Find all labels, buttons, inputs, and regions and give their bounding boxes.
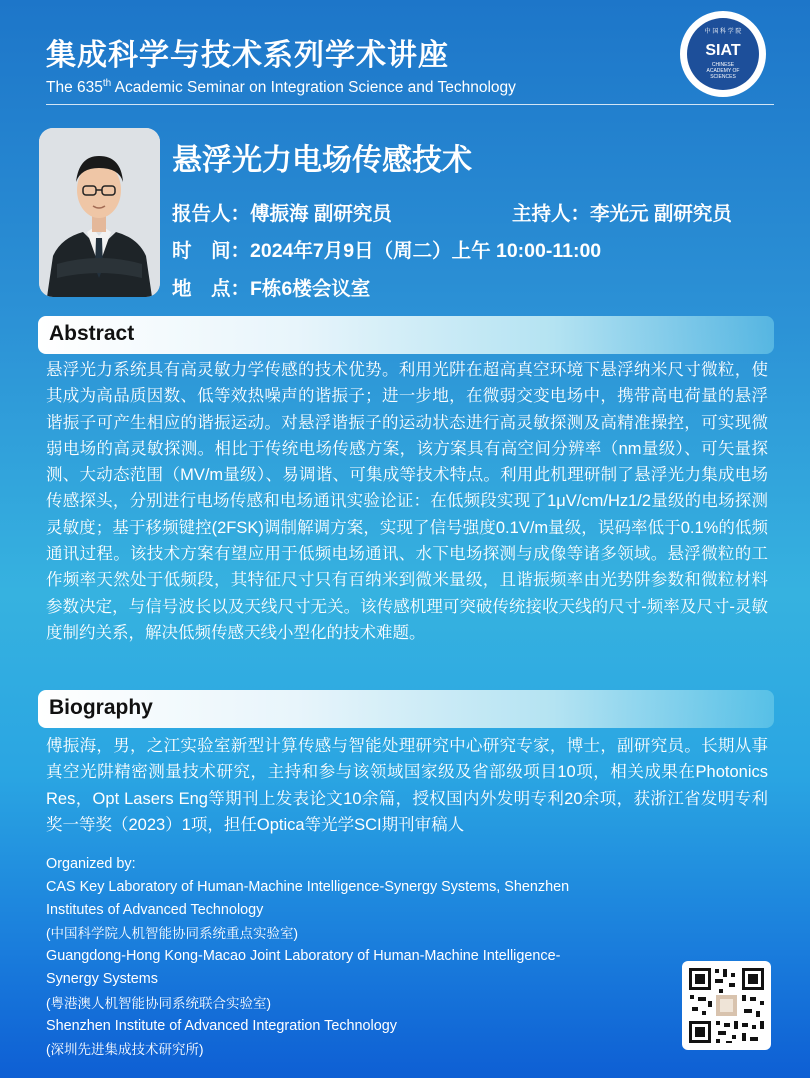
organizers-block <box>46 853 656 1061</box>
time-info: 时 间：2024年7月9日（周二）上午 10:00-11:00 <box>172 240 602 262</box>
organizers-label: Organized by: <box>46 856 136 872</box>
organizer-line: CAS Key Laboratory of Human-Machine Intelligence-Synergy Systems, Shenzhen <box>46 879 570 896</box>
qr-code-drawing <box>682 961 771 1050</box>
siat-logo-icon <box>680 11 766 97</box>
speaker-photo-drawing <box>39 128 160 297</box>
abstract-heading: Abstract <box>49 322 135 345</box>
abstract-text: 悬浮光力系统具有高灵敏力学传感的技术优势。利用光阱在超高真空环境下悬浮纳米尺寸微粒，使其成为高品质因数、低等效热噪声的谐振子；进一步地，在微弱交变电场中，携带高电荷量的悬浮谐振子可产生相应的谐振运动。对悬浮谐振子的运动状态进行高灵敏探测及高精准操控，可实现微弱电场的高灵敏探测。相比于传统电场传感方案，该方案具有高空间分辨率（nm量级）、可矢量探测、大动态范围（MV/m量级）、易调谐、可集成等技术特点。利用此机理研制了悬浮光力集成电场传感探头，分别进行电场传感和电场通讯实验论证：在低频段实现了1μV/cm/Hz1/2量级的电场探测灵敏度；基于移频键控(2FSK)调制解调方案，实现了信号强度0.1V/m量级，误码率低于0.1%的低频通讯过程。该技术方案有望应用于低频电场通讯、水下电场探测与成像等诸多领域。悬浮微粒的工作频率天然处于低频段，其特征尺寸只有百纳米到微米量级，且谐振频率由光势阱参数和微粒材料参数决定，与信号波长以及天线尺寸无关。该传感机理可突破传统接收天线的尺寸-频率及尺寸-灵敏度制约关系，解决低频传感天线小型化的技术难题。 <box>46 361 768 642</box>
speaker-info: 报告人：傅振海 副研究员 <box>172 203 392 225</box>
speaker-photo <box>39 128 160 297</box>
organizer-line: Institutes of Advanced Technology <box>46 902 264 919</box>
seminar-subtitle <box>46 78 516 97</box>
abstract-heading-bar <box>38 316 774 354</box>
header-divider <box>46 104 774 105</box>
seminar-series-title: 集成科学与技术系列学术讲座 <box>46 39 449 72</box>
organizer-line: (深圳先进集成技术研究所) <box>46 1041 204 1057</box>
logo-mark: SIAT <box>705 42 741 59</box>
qr-code-icon <box>682 961 771 1050</box>
logo-small-text <box>687 62 759 80</box>
place-info: 地 点：F栋6楼会议室 <box>172 278 371 300</box>
subtitle-sup: th <box>102 78 112 89</box>
organizer-line: Shenzhen Institute of Advanced Integration Technology <box>46 1017 397 1034</box>
biography-heading: Biography <box>49 696 153 719</box>
biography-heading-bar <box>38 690 774 728</box>
talk-title: 悬浮光力电场传感技术 <box>172 144 472 177</box>
organizer-line: Synergy Systems <box>46 971 158 988</box>
subtitle-prefix: The 635 <box>46 79 103 97</box>
biography-text: 傅振海，男，之江实验室新型计算传感与智能处理研究中心研究专家，博士，副研究员。长期从事真空光阱精密测量技术研究，主持和参与该领域国家级及省部级项目10项，相关成果在Photonics Res，Opt Lasers Eng等期刊上发表论文10余篇，授权国内外发明专利20余项，获浙江省发明专利奖一等奖（2023）1项，担任Optica等光学SCI期刊审稿人 <box>46 737 768 834</box>
organizer-line: (中国科学院人机智能协同系统重点实验室) <box>46 926 298 942</box>
subtitle-suffix: Academic Seminar on Integration Science and Technology <box>111 79 516 97</box>
organizer-line: (粤港澳人机智能协同系统联合实验室) <box>46 995 271 1011</box>
logo-ring-text: 中 国 科 学 院 <box>704 29 742 35</box>
logo-small-line-1: CHINESE <box>711 62 735 68</box>
logo-small-line-2: ACADEMY OF <box>706 68 740 74</box>
logo-small-line-3: SCIENCES <box>710 74 736 80</box>
host-info: 主持人：李光元 副研究员 <box>512 203 732 225</box>
organizer-line: Guangdong-Hong Kong-Macao Joint Laboratory of Human-Machine Intelligence- <box>46 948 561 965</box>
